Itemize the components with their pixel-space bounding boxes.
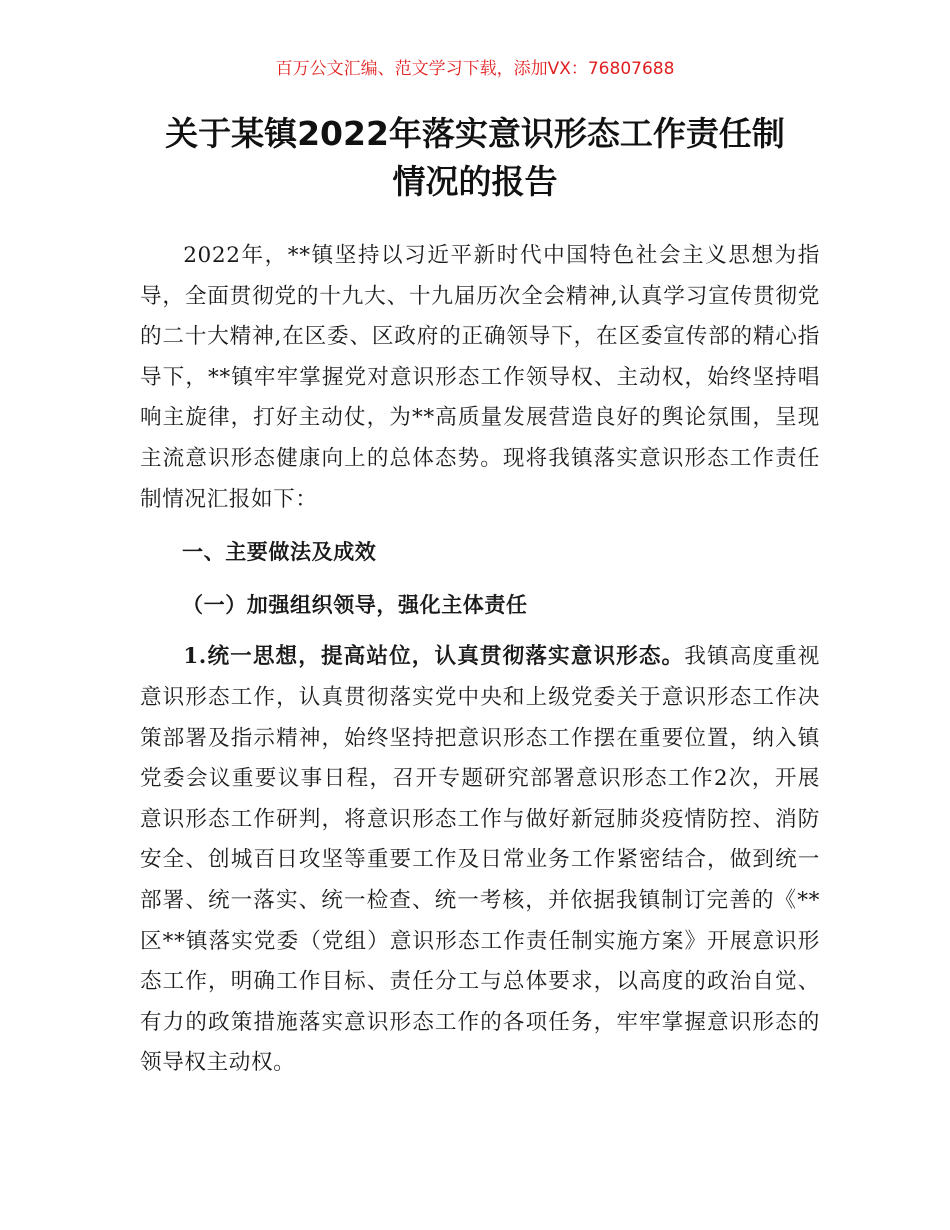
document-title bbox=[0, 110, 950, 206]
title-line-1: 关于某镇2022年落实意识形态工作责任制 bbox=[165, 114, 785, 153]
subsection-heading: （一）加强组织领导，强化主体责任 bbox=[182, 592, 528, 617]
title-line-2: 情况的报告 bbox=[392, 162, 558, 201]
item-paragraph bbox=[140, 637, 820, 1084]
item-body: 我镇高度重视意识形态工作，认真贯彻落实党中央和上级党委关于意识形态工作决策部署及指示精神，始终坚持把意识形态工作摆在重要位置，纳入镇党委会议重要议事日程，召开专题研究部署意识形态工作2次，开展意识形态工作研判，将意识形态工作与做好新冠肺炎疫情防控、消防安全、创城百日攻坚等重要工作及日常业务工作紧密结合，做到统一部署、统一落实、统一检查、统一考核，并依据我镇制订完善的《**区**镇落实党委（党组）意识形态工作责任制实施方案》开展意识形态工作，明确工作目标、责任分工与总体要求，以高度的政治自觉、有力的政策措施落实意识形态工作的各项任务，牢牢掌握意识形态的领导权主动权。 bbox=[140, 644, 821, 1076]
watermark-header: 百万公文汇编、范文学习下载，添加VX：76807688 bbox=[275, 59, 675, 79]
document-body bbox=[140, 236, 820, 1084]
section-heading: 一、主要做法及成效 bbox=[182, 540, 377, 565]
intro-paragraph: 2022年，**镇坚持以习近平新时代中国特色社会主义思想为指导，全面贯彻党的十九大、十九届历次全会精神,认真学习宣传贯彻党的二十大精神,在区委、区政府的正确领导下，在区委宣传部的精心指导下，**镇牢牢掌握党对意识形态工作领导权、主动权，始终坚持唱响主旋律，打好主动仗，为**高质量发展营造良好的舆论氛围，呈现主流意识形态健康向上的总体态势。现将我镇落实意识形态工作责任制情况汇报如下： bbox=[140, 243, 820, 512]
item-lead: 1.统一思想，提高站位，认真贯彻落实意识形态。 bbox=[183, 644, 685, 670]
